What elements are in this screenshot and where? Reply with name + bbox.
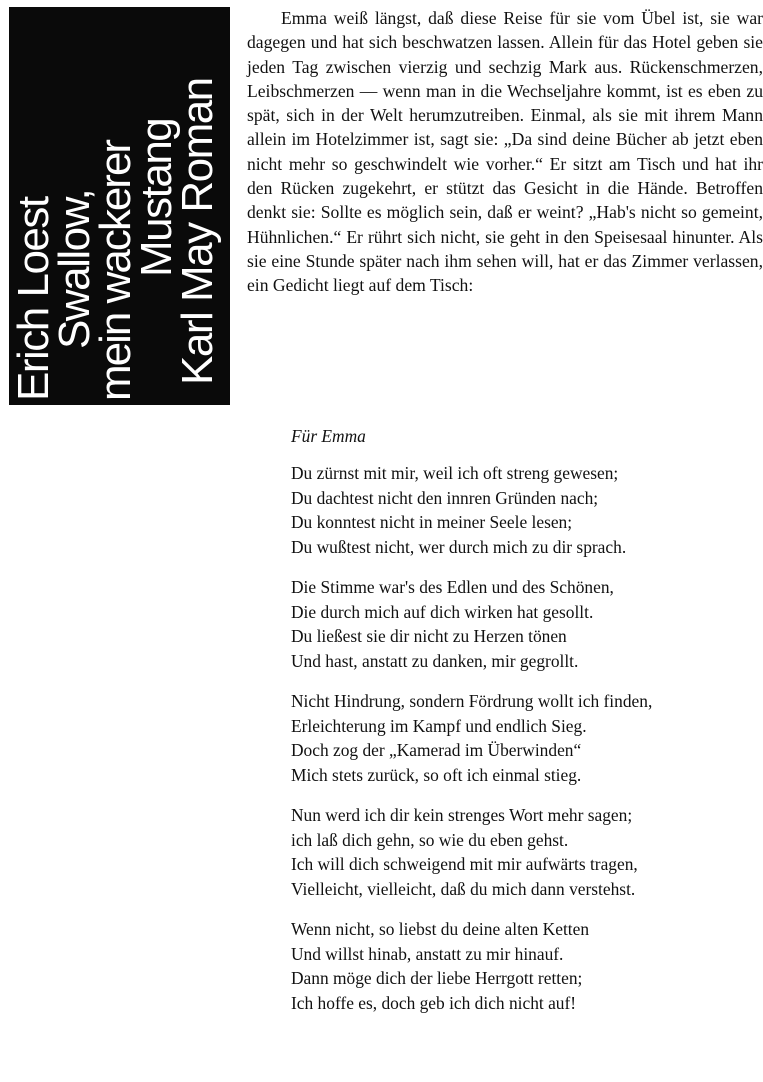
cover-author: Erich Loest [9,197,58,401]
poem-verse: Doch zog der „Kamerad im Überwinden“ [291,740,582,760]
poem-verse: Vielleicht, vielleicht, daß du mich dann verstehst. [291,878,636,899]
poem-verse: Dann möge dich der liebe Herrgott retten; [291,968,583,988]
poem-verse: Und willst hinab, anstatt zu mir hinauf. [291,943,564,964]
poem-verse: Nun werd ich dir kein strenges Wort mehr sagen; [291,805,633,825]
poem-verse: Und hast, anstatt zu danken, mir gegrollt. [291,650,579,671]
cover-title-line-3: Mustang [132,118,181,277]
poem-stanza [291,803,761,901]
poem-verse: Wenn nicht, so liebst du deine alten Ketten [291,919,590,939]
poem-verse: Du zürnst mit mir, weil ich oft streng gewesen; [291,463,619,483]
cover-subtitle: Karl May Roman [173,78,222,385]
poem-verse: Erleichterung im Kampf und endlich Sieg. [291,715,587,736]
poem-stanza [291,461,761,559]
poem-stanza [291,575,761,673]
poem-stanza [291,689,761,787]
book-cover-title [9,7,230,405]
poem-verse: Nicht Hindrung, sondern Fördrung wollt ich finden, [291,691,653,711]
poem-verse: Ich hoffe es, doch geb ich dich nicht auf! [291,992,577,1013]
poem-verse: Du ließest sie dir nicht zu Herzen tönen [291,626,567,646]
poem-verse: Mich stets zurück, so oft ich einmal stieg. [291,764,582,785]
cover-title-line-2: mein wackerer [91,140,140,401]
poem [291,424,761,1031]
poem-verse: Ich will dich schweigend mit mir aufwärts tragen, [291,854,638,874]
book-cover-block [9,7,230,405]
poem-verse: Du dachtest nicht den innren Gründen nach; [291,487,599,508]
poem-verse: ich laß dich gehn, so wie du eben gehst. [291,829,569,850]
poem-verse: Du wußtest nicht, wer durch mich zu dir sprach. [291,536,627,557]
prose-paragraph: Emma weiß längst, daß diese Reise für sie vom Übel ist, sie war dagegen und hat sich beschwatzen lassen. Allein für das Hotel geben sie jeden Tag zwischen vierzig und sechzig Mark aus. Rückenschmerzen, Leibschmerzen — wenn man in die Wechseljahre kommt, ist es eben zu spät, sich in der Welt herumzutreiben. Einmal, als sie mit ihrem Mann allein im Hotelzimmer ist, sagt sie: „Da sind deine Bücher ab jetzt eben nicht mehr so geschwindelt wie vorher.“ Er sitzt am Tisch und hat ihr den Rücken zugekehrt, er stützt das Gesicht in die Hände. Betroffen denkt sie: Sollte es möglich sein, daß er weint? „Hab's nicht so gemeint, Hühnlichen.“ Er rührt sich nicht, sie geht in den Speisesaal hinunter. Als sie eine Stunde später nach ihm sehen will, hat er das Zimmer verlassen, ein Gedicht liegt auf dem Tisch: [247,8,763,296]
cover-title-line-1: Swallow, [50,189,99,349]
poem-stanza [291,917,761,1015]
poem-verse: Du konntest nicht in meiner Seele lesen; [291,512,573,532]
poem-verse: Die durch mich auf dich wirken hat gesollt. [291,601,594,622]
poem-verse: Die Stimme war's des Edlen und des Schönen, [291,577,614,597]
poem-title: Für Emma [291,426,366,446]
